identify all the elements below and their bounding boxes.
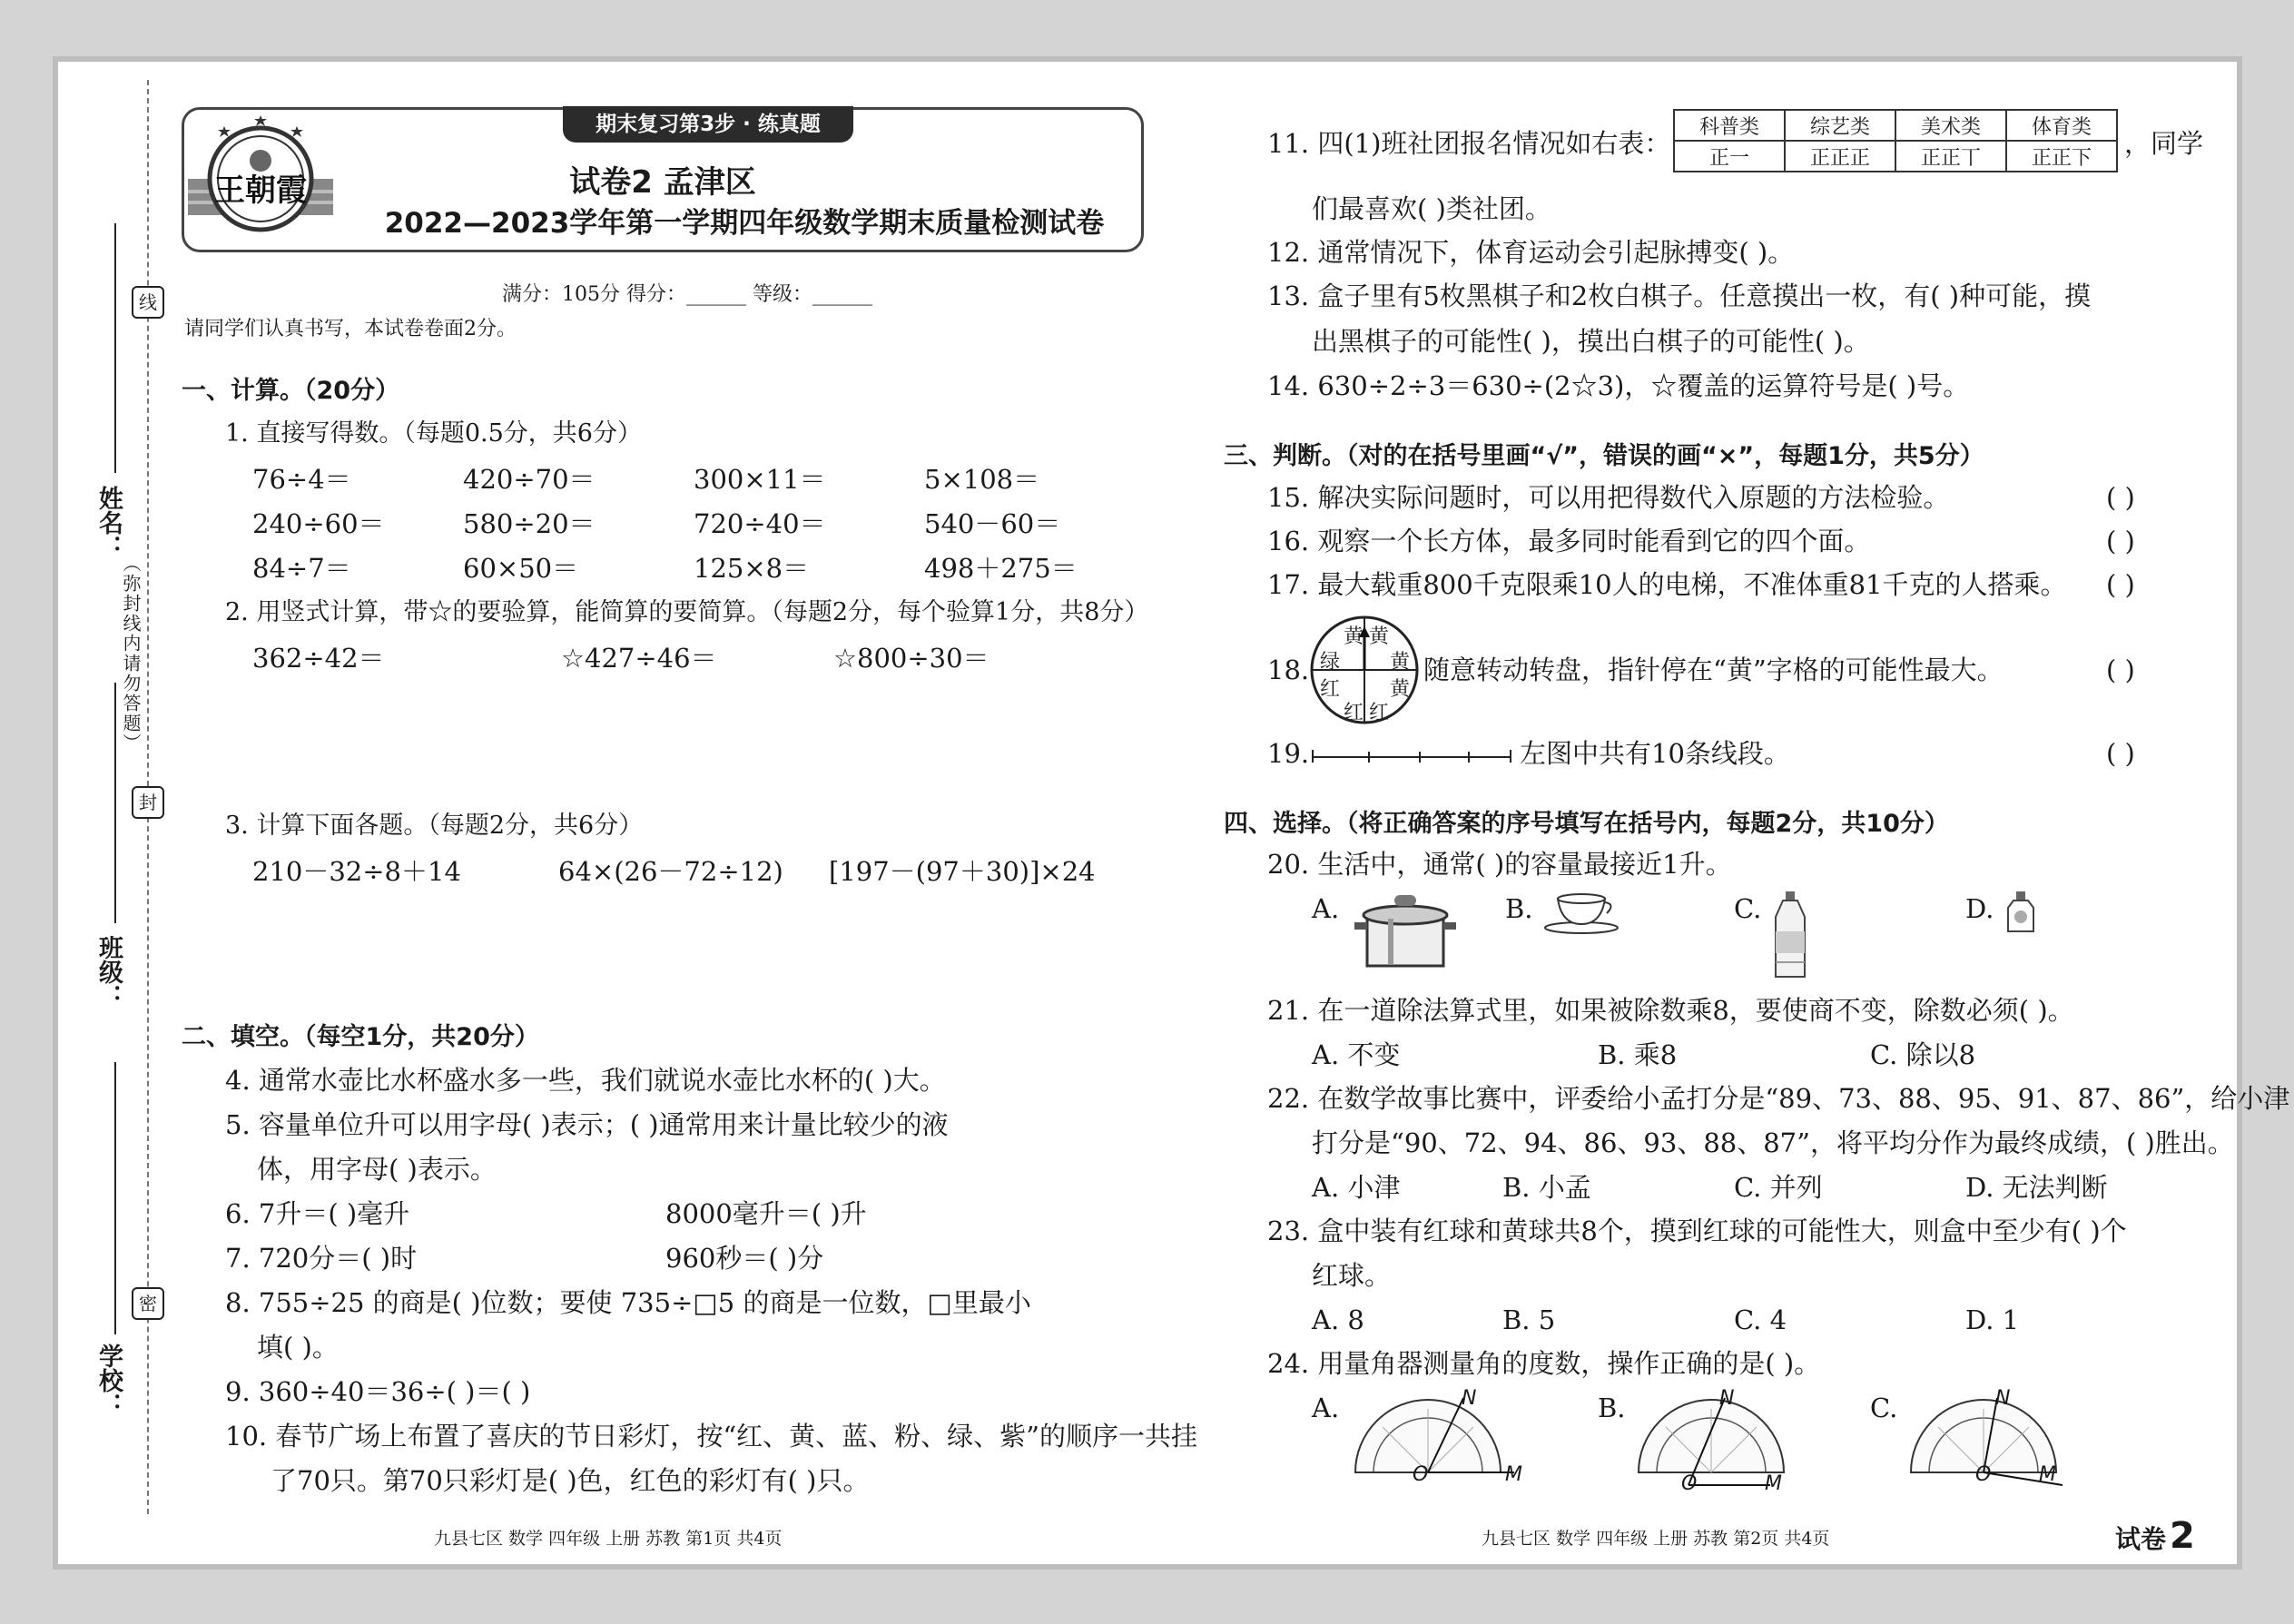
- small-bottle-icon: [2006, 890, 2035, 935]
- q21-text: 21. 在一道除法算式里，如果被除数乘8，要使商不变，除数必须( )。: [1267, 995, 2074, 1026]
- spinner-sector: 红: [1320, 678, 1341, 701]
- score-line: 满分：105分 得分：______ 等级：______: [502, 283, 872, 306]
- q22-option-c[interactable]: C. 并列: [1734, 1172, 1823, 1203]
- judge-paren[interactable]: ( ): [2106, 482, 2135, 513]
- q12-text: 12. 通常情况下，体育运动会引起脉搏变( )。: [1267, 237, 1795, 268]
- q22-option-a[interactable]: A. 小津: [1312, 1172, 1401, 1203]
- q7-a: 7. 720分＝( )时: [225, 1243, 418, 1274]
- exam-subtitle: 2022—2023学年第一学期四年级数学期末质量检测试卷: [384, 207, 1105, 240]
- q3-text: 3. 计算下面各题。（每题2分，共6分）: [225, 812, 644, 840]
- ray-label-m: M: [1765, 1472, 1782, 1495]
- club-tally: 正正下: [2006, 141, 2117, 172]
- q4-text: 4. 通常水壶比水杯盛水多一些，我们就说水壶比水杯的( )大。: [225, 1065, 946, 1096]
- q1-item: 5×108＝: [924, 464, 1040, 495]
- q1-item: 540－60＝: [924, 508, 1061, 539]
- student-name-label: 姓名：: [94, 486, 123, 559]
- q24-option-c[interactable]: C.: [1870, 1393, 1898, 1423]
- judge-paren[interactable]: ( ): [2106, 738, 2135, 769]
- section2-heading: 二、填空。（每空1分，共20分）: [182, 1023, 539, 1051]
- spinner-sector: 黄: [1390, 678, 1411, 701]
- q21-option-c[interactable]: C. 除以8: [1870, 1039, 1976, 1070]
- q23-option-d[interactable]: D. 1: [1965, 1304, 2020, 1335]
- q18-number: 18.: [1267, 655, 1310, 685]
- q14-text: 14. 630÷2÷3＝630÷(2☆3)，☆覆盖的运算符号是( )号。: [1267, 370, 1970, 401]
- q7-b: 960秒＝( )分: [665, 1243, 824, 1274]
- q24-option-a[interactable]: A.: [1312, 1393, 1340, 1423]
- q11-text: 11. 四(1)班社团报名情况如右表：: [1267, 128, 1671, 159]
- q8-text-cont: 填( )。: [257, 1332, 339, 1363]
- q22-option-b[interactable]: B. 小孟: [1502, 1172, 1591, 1203]
- q20-option-b[interactable]: B.: [1505, 893, 1533, 924]
- club-tally: 正一: [1674, 141, 1785, 172]
- seal-tag-line: 线: [132, 286, 164, 319]
- club-header: 综艺类: [1785, 110, 1895, 141]
- q9-text: 9. 360÷40＝36÷( )＝( ): [225, 1376, 531, 1407]
- q1-item: 498＋275＝: [924, 553, 1078, 584]
- name-blank[interactable]: [114, 223, 116, 473]
- q19-number: 19.: [1267, 738, 1310, 769]
- footer-page1: 九县七区 数学 四年级 上册 苏教 第1页 共4页: [434, 1529, 783, 1549]
- club-tally: 正正正: [1785, 141, 1895, 172]
- footer-page2: 九县七区 数学 四年级 上册 苏教 第2页 共4页: [1482, 1529, 1830, 1549]
- vertex-label-o: O: [1681, 1472, 1698, 1495]
- q5-text: 5. 容量单位升可以用字母( )表示；( )通常用来计量比较少的液: [225, 1109, 949, 1140]
- class-label: 班级：: [94, 935, 123, 1009]
- q1-item: 300×11＝: [694, 464, 826, 495]
- judge-paren[interactable]: ( ): [2106, 526, 2135, 556]
- spinner-sector: 黄: [1344, 625, 1364, 648]
- protractor-a: [1351, 1391, 1523, 1500]
- judge-paren[interactable]: ( ): [2106, 655, 2135, 685]
- q20-option-d[interactable]: D.: [1965, 893, 1994, 924]
- q2-item: ☆800÷30＝: [833, 643, 989, 674]
- q20-text: 20. 生活中，通常( )的容量最接近1升。: [1267, 849, 1732, 880]
- q13-text-cont: 出黑棋子的可能性( )，摸出白棋子的可能性( )。: [1312, 326, 1870, 357]
- section4-heading: 四、选择。（将正确答案的序号填写在括号内，每题2分，共10分）: [1224, 810, 1949, 838]
- q24-text: 24. 用量角器测量角的度数，操作正确的是( )。: [1267, 1348, 1821, 1379]
- pot-icon: [1351, 888, 1460, 979]
- segment-line-diagram: [1311, 744, 1512, 766]
- q23-text: 23. 盒中装有红球和黄球共8个，摸到红球的可能性大，则盒中至少有( )个: [1267, 1216, 2127, 1246]
- water-bottle-icon: [1772, 890, 1808, 980]
- q1-text: 1. 直接写得数。（每题0.5分，共6分）: [225, 419, 642, 448]
- step-tag: [563, 106, 853, 143]
- q10-text: 10. 春节广场上布置了喜庆的节日彩灯，按“红、黄、蓝、粉、绿、紫”的顺序一共挂: [225, 1421, 1197, 1452]
- club-table: [1673, 109, 2118, 172]
- club-header: 科普类: [1674, 110, 1785, 141]
- q1-item: 720÷40＝: [694, 508, 826, 539]
- paper-badge-label: 试卷: [2115, 1524, 2167, 1554]
- q6-a: 6. 7升＝( )毫升: [225, 1198, 410, 1229]
- ray-label-n: N: [1719, 1387, 1735, 1410]
- q20-option-a[interactable]: A.: [1312, 893, 1340, 924]
- spinner-sector: 红: [1344, 702, 1364, 724]
- club-tally: 正正丅: [1895, 141, 2006, 172]
- q3-item: 64×(26－72÷12): [558, 856, 783, 887]
- q8-text: 8. 755÷25 的商是( )位数；要使 735÷□5 的商是一位数，□里最小: [225, 1287, 1031, 1318]
- q11-line2: 们最喜欢( )类社团。: [1312, 193, 1551, 224]
- q15-text: 15. 解决实际问题时，可以用把得数代入原题的方法检验。: [1267, 482, 1950, 513]
- no-answer-warning: （弥封线内请勿答题）: [120, 554, 142, 753]
- section1-heading: 一、计算。（20分）: [182, 377, 400, 405]
- q23-option-a[interactable]: A. 8: [1312, 1304, 1364, 1335]
- q22-text-cont: 打分是“90、72、94、86、93、88、87”，将平均分作为最终成绩，( )胜出。: [1312, 1127, 2234, 1158]
- class-blank[interactable]: [114, 683, 116, 923]
- ray-label-m: M: [1505, 1463, 1522, 1486]
- spinner-sector: 红: [1369, 702, 1390, 724]
- q1-item: 84÷7＝: [252, 553, 351, 584]
- q5-text-cont: 体，用字母( )表示。: [257, 1154, 497, 1185]
- q1-item: 240÷60＝: [252, 508, 385, 539]
- q1-item: 60×50＝: [463, 553, 579, 584]
- seal-tag-seal: 封: [132, 786, 164, 819]
- ray-label-n: N: [1462, 1387, 1477, 1410]
- seal-tag-secret: 密: [132, 1287, 164, 1320]
- paper-badge: [2115, 1515, 2195, 1557]
- neat-note: 请同学们认真书写，本试卷卷面2分。: [184, 318, 517, 340]
- ray-label-n: N: [1995, 1387, 2011, 1410]
- spinner-sector: 黄: [1390, 651, 1411, 674]
- q23-text-cont: 红球。: [1312, 1260, 1392, 1291]
- q13-text: 13. 盒子里有5枚黑棋子和2枚白棋子。任意摸出一枚，有( )种可能，摸: [1267, 281, 2092, 311]
- q1-item: 125×8＝: [694, 553, 810, 584]
- q2-item: ☆427÷46＝: [561, 643, 717, 674]
- section3-heading: 三、判断。（对的在括号里画“√”，错误的画“×”，每题1分，共5分）: [1224, 442, 1984, 470]
- q6-b: 8000毫升＝( )升: [665, 1198, 867, 1229]
- q16-text: 16. 观察一个长方体，最多同时能看到它的四个面。: [1267, 526, 1871, 556]
- q23-option-b[interactable]: B. 5: [1502, 1304, 1556, 1335]
- q17-text: 17. 最大载重800千克限乘10人的电梯，不准体重81千克的人搭乘。: [1267, 569, 2067, 600]
- q2-text: 2. 用竖式计算，带☆的要验算，能简算的要简算。（每题2分，每个验算1分，共8分）: [225, 598, 1149, 626]
- school-label: 学校：: [94, 1343, 123, 1417]
- q22-option-d[interactable]: D. 无法判断: [1965, 1172, 2108, 1203]
- ray-label-m: M: [2039, 1463, 2056, 1486]
- q22-text: 22. 在数学故事比赛中，评委给小孟打分是“89、73、88、95、91、87、86”，给小津: [1267, 1083, 2290, 1114]
- q1-item: 580÷20＝: [463, 508, 596, 539]
- teacup-icon: [1543, 890, 1620, 935]
- club-header: 美术类: [1895, 110, 2006, 141]
- q24-option-b[interactable]: B.: [1598, 1393, 1626, 1423]
- vertex-label-o: O: [1413, 1463, 1429, 1486]
- q21-option-a[interactable]: A. 不变: [1312, 1039, 1401, 1070]
- paper-badge-number: 2: [2170, 1515, 2195, 1557]
- q10-text-cont: 了70只。第70只彩灯是( )色，红色的彩灯有( )只。: [271, 1465, 870, 1496]
- step-text: 期末复习第3步 · 练真题: [596, 113, 821, 136]
- judge-paren[interactable]: ( ): [2106, 569, 2135, 600]
- q1-item: 420÷70＝: [463, 464, 596, 495]
- exam-title: 试卷2 孟津区: [569, 164, 756, 201]
- q18-text: 随意转动转盘，指针停在“黄”字格的可能性最大。: [1423, 655, 2004, 685]
- vertex-label-o: O: [1975, 1463, 1992, 1486]
- q21-option-b[interactable]: B. 乘8: [1598, 1039, 1678, 1070]
- svg-text:王朝霞: 王朝霞: [214, 172, 307, 209]
- q3-item: [197－(97＋30)]×24: [829, 856, 1096, 887]
- q23-option-c[interactable]: C. 4: [1734, 1304, 1787, 1335]
- q19-text: 左图中共有10条线段。: [1520, 738, 1790, 769]
- club-header: 体育类: [2006, 110, 2117, 141]
- q1-item: 76÷4＝: [252, 464, 351, 495]
- q2-item: 362÷42＝: [252, 643, 385, 674]
- q3-item: 210－32÷8＋14: [252, 856, 461, 887]
- q20-option-c[interactable]: C.: [1734, 893, 1762, 924]
- spinner-sector: 绿: [1320, 651, 1341, 674]
- q11-tail: ，同学: [2124, 128, 2204, 159]
- school-blank[interactable]: [114, 1062, 116, 1334]
- spinner-sector: 黄: [1369, 625, 1390, 648]
